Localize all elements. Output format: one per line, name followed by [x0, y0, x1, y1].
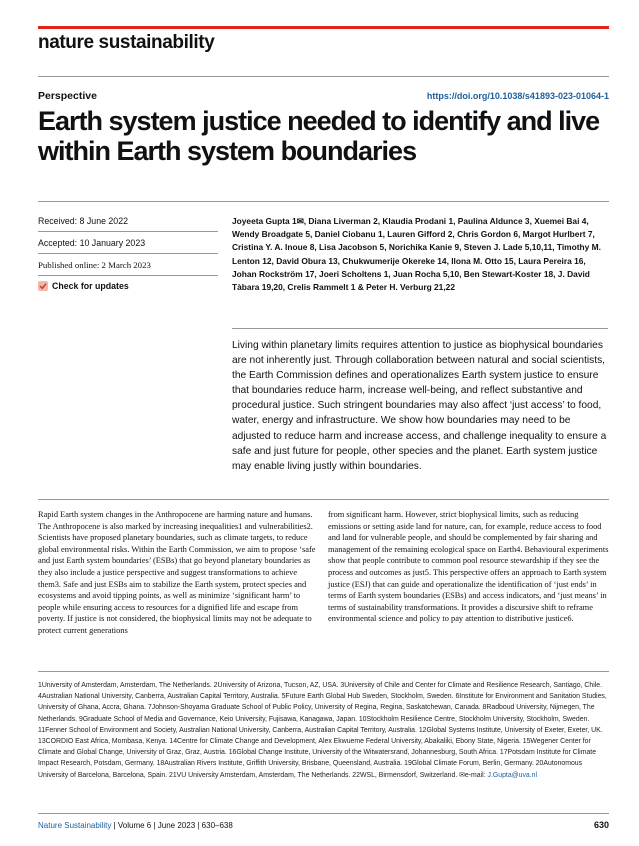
- footer-journal-link[interactable]: Nature Sustainability: [38, 821, 112, 830]
- body-column-right: from significant harm. However, strict biophysical limits, such as reducing emissions or setting aside land for nature, can, for example, reduce access to food and land for vulnerable people, and should be complemented by fair sharing and management of the remaining ecological space on Earth4. Behavioural experiments show that people contribute to common pool resource stewardship if they see the process and outcomes as just5. This perspective offers an approach to Earth system justice (ESJ) that can guide and operationalize the identification of ‘just ends’ in terms of Earth system boundaries (ESBs) and access indicators, and ‘just means’ in terms of sustainability transformations. It provides a discursive shift to reframe environmental science and policy to pay attention to distributive justice6.: [328, 510, 609, 624]
- abstract: Living within planetary limits requires attention to justice as biophysical boundaries are not inherently just. Through collaboration between natural and social scientists, the Earth Commission defines and operationalizes Earth system justice to ensure that boundaries reduce harm, increase well-being, and reflect substantive and procedural justice. Such stringent boundaries may also affect ‘just access’ to food, water, energy and infrastructure. We show how boundaries may need to be adjusted to reduce harm and increase access, and challenge inequality to ensure a safe and just future for people, other species and the planet. Earth system justice may enable living justly within boundaries.: [232, 340, 607, 472]
- body-divider: [38, 499, 609, 500]
- accepted-date: Accepted: 10 January 2023: [38, 238, 146, 248]
- check-for-updates-link[interactable]: [38, 281, 218, 291]
- article-title: Earth system justice needed to identify and live within Earth system boundaries: [38, 106, 600, 166]
- footer-volume-info: | Volume 6 | June 2023 | 630–638: [111, 821, 233, 830]
- header-divider: [38, 76, 609, 77]
- published-date: Published online: 2 March 2023: [38, 260, 151, 270]
- page-number: 630: [593, 820, 609, 830]
- check-updates-label: Check for updates: [52, 281, 129, 291]
- article-type: Perspective: [38, 90, 97, 102]
- affiliations-divider: [38, 671, 609, 672]
- body-column-left: Rapid Earth system changes in the Anthropocene are harming nature and humans. The Anthropocene is also marked by increasing inequalities1 and vulnerabilities2. Scientists have proposed planetary boundaries, such as climate targets, to reduce global environmental risks. Within the Earth Commission, we aim to propose ‘safe and just Earth system boundaries’ (ESBs) that go beyond planetary boundaries as they also include a justice perspective and suggest transformations to achieve them3. Safe and just ESBs aim to stabilize the Earth system, protect species and ecosystems and avoid tipping points, as well as minimize ‘significant harm’ to people while ensuring access to resources for a dignified life and escape from poverty. If justice is not considered, the biophysical limits may not be adequate to protect current generations: [38, 510, 316, 635]
- received-date: Received: 8 June 2022: [38, 216, 128, 226]
- doi-link[interactable]: https://doi.org/10.1038/s41893-023-01064-1: [426, 91, 609, 101]
- footer-divider: [38, 813, 609, 814]
- meta-divider: [38, 275, 218, 276]
- check-updates-icon: [38, 281, 48, 291]
- top-accent-bar: [38, 26, 609, 29]
- journal-name: nature sustainability: [38, 32, 215, 53]
- meta-divider: [38, 231, 218, 232]
- abstract-divider: [232, 328, 608, 329]
- email-link[interactable]: J.Gupta@uva.nl: [487, 771, 538, 779]
- footer-citation: [38, 821, 233, 830]
- affiliations: [38, 680, 610, 781]
- title-divider: [38, 201, 609, 202]
- meta-divider: [38, 253, 218, 254]
- author-list: Joyeeta Gupta 1✉, Diana Liverman 2, Klaudia Prodani 1, Paulina Aldunce 3, Xuemei Bai 4, Wendy Broadgate 5, Daniel Ciobanu 1, Lauren Gifford 2, Chris Gordon 6, Margot Hurlbert 7, Cristina Y. A. Inoue 8, Lisa Jacobson 5, Norichika Kanie 9, Steven J. Lade 5,10,11, Timothy M. Lenton 12, David Obura 13, Chukwumerije Okereke 14, Ilona M. Otto 15, Laura Pereira 16, Johan Rockström 17, Joeri Scholtens 1, Juan Rocha 5,10, Ben Stewart-Koster 18, J. David Tàbara 19,20, Crelis Rammelt 1 & Peter H. Verburg 21,22: [232, 216, 601, 293]
- email-label: ✉e-mail:: [459, 771, 486, 779]
- affiliation-text: 1University of Amsterdam, Amsterdam, The Netherlands. 2University of Arizona, Tucson, AZ, USA. 3University of Chile and Center for Climate and Resilience Research, Santiago, Chile. 4Australian National University, Canberra, Australian Capital Territory, Australia. 5Future Earth Global Hub Sweden, Stockholm, Sweden. 6Institute for Environment and Sanitation Studies, University of Ghana, Accra, Ghana. 7Johnson-Shoyama Graduate School of Public Policy, University of Regina, Regina, Saskatchewan, Canada. 8Radboud University, Nijmegen, The Netherlands. 9Graduate School of Media and Governance, Keio University, Fujisawa, Kanagawa, Japan. 10Stockholm Resilience Centre, Stockholm University, Stockholm, Sweden. 11Fenner School of Environment and Society, Australian National University, Canberra, Australian Capital Territory, Australia. 12Global Systems Institute, University of Exeter, Exeter, UK. 13CORDIO East Africa, Mombasa, Kenya. 14Centre for Climate Change and Development, Alex Ekwueme Federal University, Abakaliki, Ebony State, Nigeria. 15Wegener Center for Climate and Global Change, University of Graz, Graz, Austria. 16Global Change Institute, University of the Witwatersrand, Johannesburg, South Africa. 17Potsdam Institute for Climate Impact Research, Potsdam, Germany. 18Australian Rivers Institute, Griffith University, Brisbane, Queensland, Australia. 19Global Climate Forum, Berlin, Germany. 20Autonomous University of Barcelona, Barcelona, Spain. 21VU University Amsterdam, Amsterdam, The Netherlands. 22WSL, Birmensdorf, Switzerland.: [38, 682, 607, 779]
